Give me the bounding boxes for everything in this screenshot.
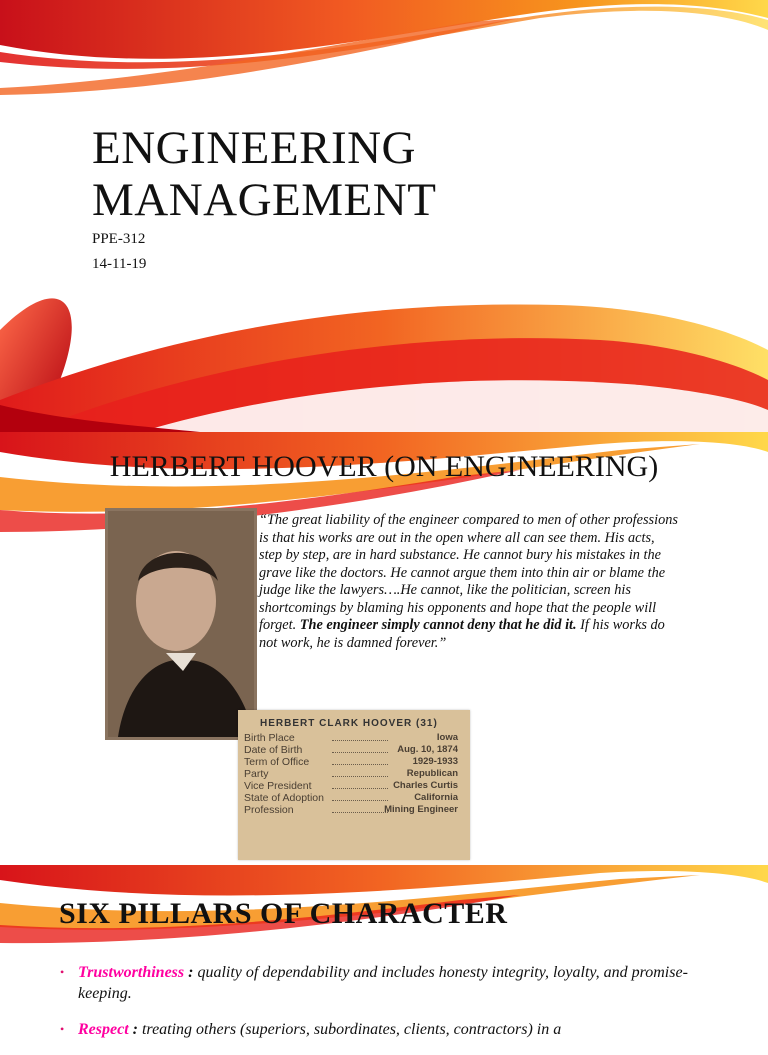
bullet-icon: • bbox=[60, 1022, 65, 1036]
pillar-term: Trustworthiness bbox=[78, 964, 185, 981]
pillar-description: quality of dependability and includes honesty integrity, loyalty, and promise-keeping. bbox=[78, 964, 688, 1002]
card-row bbox=[244, 744, 458, 756]
title-line-1: ENGINEERING bbox=[92, 122, 416, 174]
course-code: PPE-312 bbox=[92, 231, 146, 247]
slide-title: HERBERT HOOVER (ON ENGINEERING) bbox=[109, 450, 659, 483]
pillars-slide bbox=[0, 865, 768, 1038]
card-row-value: Aug. 10, 1874 bbox=[397, 744, 458, 755]
bullet-icon: • bbox=[60, 965, 65, 979]
pillar-term: Respect bbox=[78, 1021, 129, 1038]
slide-title bbox=[92, 122, 436, 226]
card-row bbox=[244, 732, 458, 744]
card-row bbox=[244, 804, 458, 816]
card-row-value: California bbox=[414, 792, 458, 803]
quote-text-end: If his works do not work, he is damned forever.” bbox=[259, 617, 665, 651]
list-item bbox=[60, 1019, 720, 1040]
pillar-description: treating others (superiors, subordinates, clients, contractors) in a bbox=[141, 1021, 562, 1038]
card-row-label: Birth Place bbox=[244, 732, 295, 744]
hoover-fact-card bbox=[238, 710, 470, 860]
title-line-2: MANAGEMENT bbox=[92, 174, 437, 226]
card-row-value: Mining Engineer bbox=[384, 804, 458, 815]
card-row bbox=[244, 768, 458, 780]
list-item bbox=[60, 962, 720, 1004]
card-row bbox=[244, 756, 458, 768]
card-row-label: Party bbox=[244, 768, 269, 780]
card-row-value: 1929-1933 bbox=[412, 756, 458, 767]
card-heading: HERBERT CLARK HOOVER (31) bbox=[260, 718, 438, 729]
pillar-separator: : bbox=[128, 1021, 142, 1038]
card-row-value: Republican bbox=[406, 768, 458, 779]
card-row-label: State of Adoption bbox=[244, 792, 324, 804]
card-row-label: Profession bbox=[244, 804, 294, 816]
pillar-separator: : bbox=[184, 964, 198, 981]
title-slide bbox=[0, 0, 768, 432]
pillars-list bbox=[60, 962, 720, 1055]
card-row-value: Iowa bbox=[436, 732, 458, 743]
card-row-label: Vice President bbox=[244, 780, 312, 792]
hoover-portrait-image bbox=[105, 508, 257, 740]
card-row-label: Date of Birth bbox=[244, 744, 303, 756]
slide-title: SIX PILLARS OF CHARACTER bbox=[59, 897, 508, 930]
quote-emphasis: The engineer simply cannot deny that he did it. bbox=[299, 617, 577, 633]
card-row bbox=[244, 780, 458, 792]
hoover-slide bbox=[0, 432, 768, 865]
card-row-label: Term of Office bbox=[244, 756, 310, 768]
quote-text: “The great liability of the engineer compared to men of other professions is that his works are out in the open where all can see them. His acts, step by step, are in hard substance. He cannot bury his mistakes in the grave like the doctors. He cannot argue them into thin air or blame the judge like the lawyers….He cannot, like the politician, screen his shortcomings by blaming his opponents and hope that the people will forget. bbox=[259, 512, 678, 633]
card-row bbox=[244, 792, 458, 804]
slide-date: 14-11-19 bbox=[92, 256, 147, 272]
card-row-value: Charles Curtis bbox=[393, 780, 458, 791]
hoover-quote bbox=[259, 512, 679, 652]
